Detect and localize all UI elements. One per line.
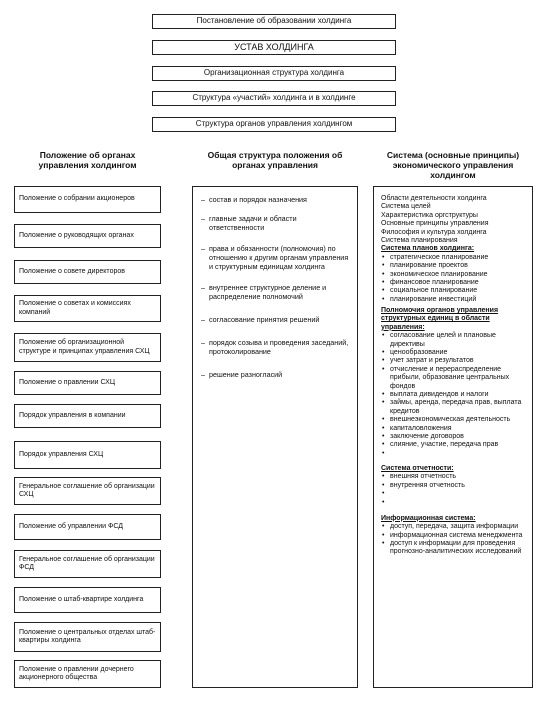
middle-item: – внутреннее структурное деление и распределение полномочий	[201, 283, 327, 301]
reporting-item: • внутренняя отчетность	[381, 482, 527, 490]
info-item: • доступ к информации для проведения прогнозно-аналитических исследований	[381, 540, 527, 557]
middle-item: – порядок созыва и проведения заседаний, протоколирование	[201, 338, 349, 356]
right-intro-line: Система планирования	[381, 236, 458, 244]
powers-item: • отчисление и перераспределение прибыли, образование центральных фондов	[381, 366, 527, 391]
left-box-company-management: Порядок управления в компании	[14, 404, 161, 428]
powers-item: • выплата дивидендов и налоги	[381, 391, 527, 399]
right-intro-line: Система целей	[381, 203, 431, 211]
powers-item: • слияние, участие, передача прав	[381, 441, 527, 449]
powers-item	[381, 450, 527, 458]
middle-item: – права и обязанности (полномочия) по отношению к другим органам управления и структурным единицам холдинга	[201, 244, 349, 271]
planning-item: • экономическое планирование	[381, 271, 527, 279]
planning-section-title: Система планов холдинга:	[381, 245, 475, 253]
powers-item: • учет затрат и результатов	[381, 357, 527, 365]
planning-item: • стратегическое планирование	[381, 254, 527, 262]
top-box-org-structure: Организационная структура холдинга	[152, 66, 396, 81]
left-box-hq-central-departments: Положение о центральных отделах штаб-квартиры холдинга	[14, 622, 161, 652]
left-box-governing-bodies: Положение о руководящих органах	[14, 224, 161, 248]
top-box-decree: Постановление об образовании холдинга	[152, 14, 396, 29]
top-box-governance-structure: Структура органов управления холдингом	[152, 117, 396, 132]
powers-item: • заключение договоров	[381, 433, 527, 441]
planning-item: • финансовое планирование	[381, 279, 527, 287]
powers-item: • внешнеэкономическая деятельность	[381, 416, 527, 424]
left-box-shc-board: Положение о правлении СХЦ	[14, 371, 161, 395]
reporting-item	[381, 499, 527, 508]
left-box-shc-org-structure: Положение об организационной структуре и принципах управления СХЦ	[14, 333, 161, 362]
middle-item: – согласование принятия решений	[201, 315, 320, 324]
right-column-frame	[373, 186, 533, 688]
right-intro-line: Философия и культура холдинга	[381, 228, 487, 236]
planning-item: • планирование проектов	[381, 262, 527, 270]
middle-column-frame	[192, 186, 358, 688]
middle-column-title: Общая структура положения об органах управления	[207, 150, 343, 171]
left-box-shc-agreement: Генеральное соглашение об организации СХЦ	[14, 477, 161, 505]
powers-section-title: Полномочия органов управления структурных единиц в области управления:	[381, 307, 499, 331]
reporting-item: • внешняя отчетность	[381, 473, 527, 481]
planning-item: • социальное планирование	[381, 287, 527, 295]
powers-item: • займы, аренда, передача прав, выплата кредитов	[381, 399, 527, 416]
left-box-shareholders-meeting: Положение о собрании акционеров	[14, 186, 161, 213]
powers-item: • ценообразование	[381, 349, 527, 357]
left-box-board-of-directors: Положение о совете директоров	[14, 260, 161, 284]
middle-item: – решение разногласий	[201, 370, 283, 379]
info-section-title: Информационная система:	[381, 514, 476, 522]
powers-item: • согласование целей и плановые директивы	[381, 332, 527, 349]
right-column-title: Система (основные принципы) экономического управления холдингом	[386, 150, 520, 181]
left-box-headquarters: Положение о штаб-квартире холдинга	[14, 587, 161, 613]
right-intro-line: Области деятельности холдинга	[381, 195, 487, 202]
left-box-subsidiary-board: Положение о правлении дочернего акционерного общества	[14, 660, 161, 688]
right-intro-line: Основные принципы управления	[381, 220, 489, 228]
right-intro-line: Характеристика оргструктуры	[381, 211, 478, 219]
left-column-title: Положение об органах управления холдингом	[38, 150, 137, 171]
left-box-fsd-management: Положение об управлении ФСД	[14, 514, 161, 540]
powers-item: • капиталовложения	[381, 425, 527, 433]
middle-item: – состав и порядок назначения	[201, 195, 307, 204]
reporting-item	[381, 490, 527, 499]
planning-item: • планирование инвестиций	[381, 296, 527, 304]
top-box-participation-structure: Структура «участий» холдинга и в холдинге	[152, 91, 396, 106]
info-item: • информационная система менеджмента	[381, 532, 527, 540]
reporting-section-title: Система отчетности:	[381, 464, 454, 472]
middle-item: – главные задачи и области ответственности	[201, 214, 297, 232]
left-box-shc-management: Порядок управления СХЦ	[14, 441, 161, 469]
info-item: • доступ, передача, защита информации	[381, 523, 527, 531]
left-box-councils-commissions: Положение о советах и комиссиях компаний	[14, 295, 161, 322]
top-box-charter: УСТАВ ХОЛДИНГА	[152, 40, 396, 55]
left-box-fsd-agreement: Генеральное соглашение об организации ФСД	[14, 550, 161, 578]
